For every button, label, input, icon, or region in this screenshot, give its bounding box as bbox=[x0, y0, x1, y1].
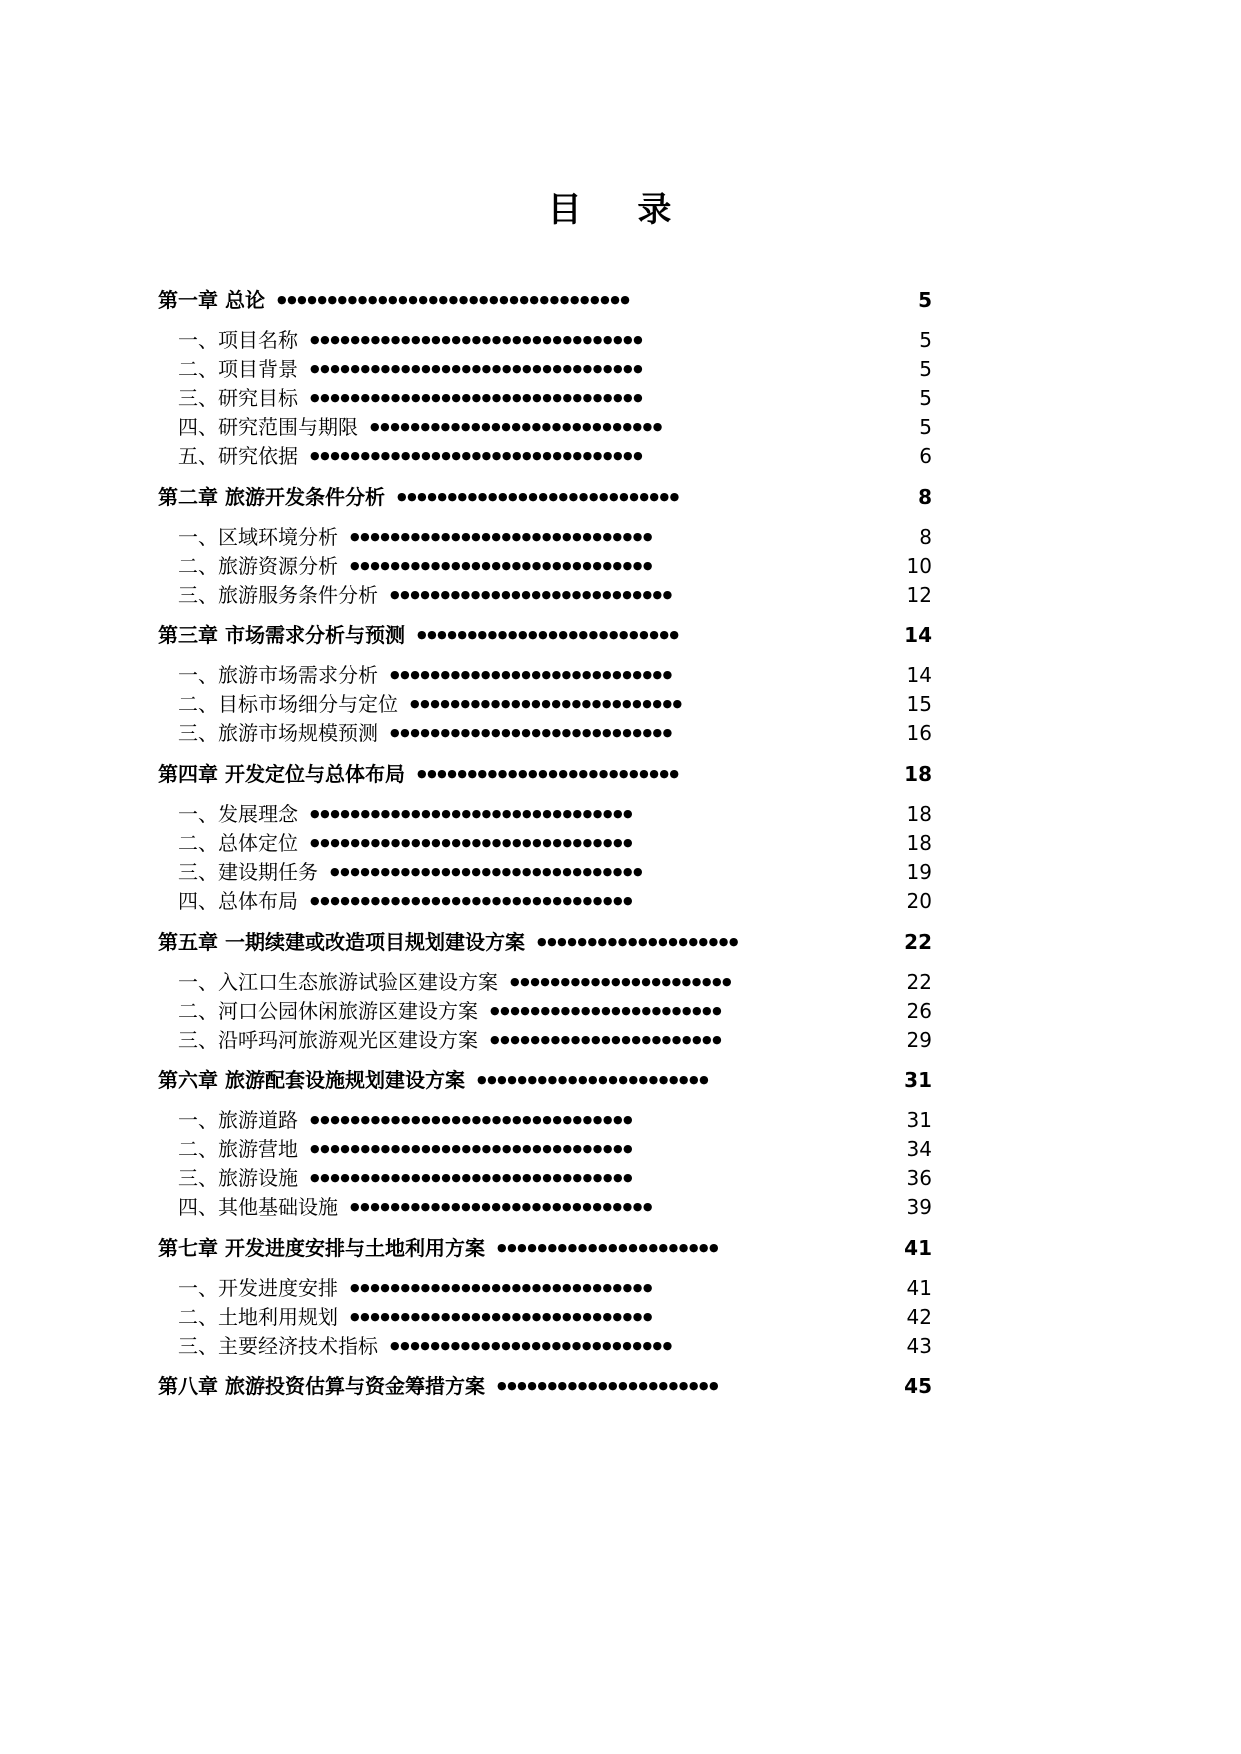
toc-entry-label: 三、主要经济技术指标 bbox=[178, 1334, 378, 1358]
toc-entry-label: 三、沿呼玛河旅游观光区建设方案 bbox=[178, 1028, 478, 1052]
toc-page-number: 5 bbox=[919, 328, 932, 352]
toc-entry-label: 二、旅游资源分析 bbox=[178, 554, 338, 578]
toc-chapter-entry[interactable] bbox=[158, 1231, 932, 1265]
toc-entry-label: 第七章 开发进度安排与土地利用方案 bbox=[158, 1236, 485, 1260]
toc-page-number: 34 bbox=[906, 1137, 932, 1161]
toc-entry-label: 四、总体布局 bbox=[178, 889, 298, 913]
toc-page-number: 12 bbox=[906, 583, 932, 607]
toc-entry-label: 二、项目背景 bbox=[178, 357, 298, 381]
toc-page-number: 18 bbox=[904, 762, 932, 786]
toc-entry-label: 三、研究目标 bbox=[178, 386, 298, 410]
toc-page-number: 6 bbox=[919, 444, 932, 468]
dot-leader: ●●●●●●●●●●●●●●●●●●●●●●●●●● bbox=[416, 628, 680, 641]
toc-entry-label: 二、总体定位 bbox=[178, 831, 298, 855]
toc-entry-label: 第五章 一期续建或改造项目规划建设方案 bbox=[158, 930, 525, 954]
toc-entry-label: 一、入江口生态旅游试验区建设方案 bbox=[178, 970, 498, 994]
dot-leader: ●●●●●●●●●●●●●●●●●●●●●●●●●●●●●●●●● bbox=[310, 362, 644, 375]
dot-leader: ●●●●●●●●●●●●●●●●●●●●●● bbox=[496, 1379, 720, 1392]
toc-entry-label: 一、旅游道路 bbox=[178, 1108, 298, 1132]
toc-entry-label: 第八章 旅游投资估算与资金筹措方案 bbox=[158, 1374, 485, 1398]
dot-leader: ●●●●●●●●●●●●●●●●●●●●●●●●●●●●●● bbox=[350, 1281, 653, 1294]
dot-leader: ●●●●●●●●●●●●●●●●●●●●●●●●●●●● bbox=[390, 1339, 673, 1352]
toc-page-number: 15 bbox=[906, 692, 932, 716]
dot-leader: ●●●●●●●●●●●●●●●●●●●●●●●●●●●● bbox=[390, 588, 673, 601]
toc-entry-label: 三、建设期任务 bbox=[178, 860, 318, 884]
toc-page-number: 29 bbox=[906, 1028, 932, 1052]
toc-page-number: 39 bbox=[906, 1195, 932, 1219]
toc-entry-label: 第六章 旅游配套设施规划建设方案 bbox=[158, 1068, 465, 1092]
dot-leader: ●●●●●●●●●●●●●●●●●●●●●●●●●●●●●●●● bbox=[310, 1113, 634, 1126]
dot-leader: ●●●●●●●●●●●●●●●●●●●●●●●●●●●●●● bbox=[350, 559, 653, 572]
dot-leader: ●●●●●●●●●●●●●●●●●●●●●●●●●●●●●● bbox=[350, 1310, 653, 1323]
toc-page-number: 31 bbox=[904, 1068, 932, 1092]
dot-leader: ●●●●●●●●●●●●●●●●●●●●●●● bbox=[476, 1073, 710, 1086]
toc-entry-label: 第二章 旅游开发条件分析 bbox=[158, 485, 385, 509]
toc-page-number: 45 bbox=[904, 1374, 932, 1398]
toc-page-number: 14 bbox=[906, 663, 932, 687]
toc-entry-label: 五、研究依据 bbox=[178, 444, 298, 468]
toc-page-number: 5 bbox=[919, 386, 932, 410]
toc-entry-label: 一、开发进度安排 bbox=[178, 1276, 338, 1300]
toc-chapter-entry[interactable] bbox=[158, 1369, 932, 1403]
dot-leader: ●●●●●●●●●●●●●●●●●●●●●●●●●●●●●●●● bbox=[310, 836, 634, 849]
dot-leader: ●●●●●●●●●●●●●●●●●●●●●●●●●●●●● bbox=[370, 420, 663, 433]
toc-entry-label: 四、研究范围与期限 bbox=[178, 415, 358, 439]
toc-chapter-entry[interactable] bbox=[158, 1063, 932, 1097]
toc-section-entry[interactable] bbox=[178, 884, 932, 918]
toc-page-number: 26 bbox=[906, 999, 932, 1023]
toc-section-entry[interactable] bbox=[178, 578, 932, 612]
dot-leader: ●●●●●●●●●●●●●●●●●●●●●●●●●●●●●●●●●●● bbox=[276, 293, 631, 306]
toc-entry-label: 第四章 开发定位与总体布局 bbox=[158, 762, 405, 786]
toc-page-number: 5 bbox=[918, 288, 932, 312]
toc-page-number: 8 bbox=[918, 485, 932, 509]
dot-leader: ●●●●●●●●●●●●●●●●●●●●●●●●●●●●●●●● bbox=[310, 894, 634, 907]
toc-section-entry[interactable] bbox=[178, 1190, 932, 1224]
dot-leader: ●●●●●●●●●●●●●●●●●●●●●●●●●●●●●●●● bbox=[310, 1142, 634, 1155]
dot-leader: ●●●●●●●●●●●●●●●●●●●●●●●●●●●●●●●●● bbox=[310, 391, 644, 404]
toc-entry-label: 四、其他基础设施 bbox=[178, 1195, 338, 1219]
toc-entry-label: 二、河口公园休闲旅游区建设方案 bbox=[178, 999, 478, 1023]
toc-chapter-entry[interactable] bbox=[158, 480, 932, 514]
toc-page-number: 8 bbox=[919, 525, 932, 549]
toc-section-entry[interactable] bbox=[178, 1023, 932, 1057]
toc-chapter-entry[interactable] bbox=[158, 283, 932, 317]
toc-entry-label: 三、旅游市场规模预测 bbox=[178, 721, 378, 745]
dot-leader: ●●●●●●●●●●●●●●●●●●●●●●●●●●●●●●●● bbox=[310, 1171, 634, 1184]
toc-page-number: 18 bbox=[906, 831, 932, 855]
toc-section-entry[interactable] bbox=[178, 716, 932, 750]
dot-leader: ●●●●●●●●●●●●●●●●●●●●●● bbox=[496, 1241, 720, 1254]
toc-page-number: 41 bbox=[904, 1236, 932, 1260]
toc-page-number: 10 bbox=[906, 554, 932, 578]
toc-entry-label: 二、目标市场细分与定位 bbox=[178, 692, 398, 716]
toc-entry-label: 第一章 总论 bbox=[158, 288, 265, 312]
dot-leader: ●●●●●●●●●●●●●●●●●●●●●●● bbox=[490, 1033, 723, 1046]
toc-title: 目 录 bbox=[547, 190, 694, 230]
dot-leader: ●●●●●●●●●●●●●●●●●●●●●●●●●●●●●●●●● bbox=[310, 449, 644, 462]
dot-leader: ●●●●●●●●●●●●●●●●●●●●●●●●●●●●●●●● bbox=[310, 807, 634, 820]
toc-page-number: 31 bbox=[906, 1108, 932, 1132]
toc-page-number: 14 bbox=[904, 623, 932, 647]
dot-leader: ●●●●●●●●●●●●●●●●●●●●●●●●●●●●●●●●● bbox=[310, 333, 644, 346]
dot-leader: ●●●●●●●●●●●●●●●●●●●●●● bbox=[510, 975, 733, 988]
toc-page-number: 5 bbox=[919, 415, 932, 439]
toc-section-entry[interactable] bbox=[178, 439, 932, 473]
toc-page-number: 18 bbox=[906, 802, 932, 826]
dot-leader: ●●●●●●●●●●●●●●●●●●●●●●●●●●●● bbox=[390, 668, 673, 681]
toc-chapter-entry[interactable] bbox=[158, 925, 932, 959]
toc-chapter-entry[interactable] bbox=[158, 618, 932, 652]
dot-leader: ●●●●●●●●●●●●●●●●●●●●●●●●●●●●●●● bbox=[330, 865, 644, 878]
toc-section-entry[interactable] bbox=[178, 1329, 932, 1363]
toc-entry-label: 一、区域环境分析 bbox=[178, 525, 338, 549]
toc-entry-label: 二、土地利用规划 bbox=[178, 1305, 338, 1329]
dot-leader: ●●●●●●●●●●●●●●●●●●●●●●●●●●●● bbox=[396, 490, 680, 503]
dot-leader: ●●●●●●●●●●●●●●●●●●●●●●● bbox=[490, 1004, 723, 1017]
toc-page-number: 43 bbox=[906, 1334, 932, 1358]
toc-page-number: 20 bbox=[906, 889, 932, 913]
dot-leader: ●●●●●●●●●●●●●●●●●●●● bbox=[536, 935, 739, 948]
toc-entry-label: 三、旅游设施 bbox=[178, 1166, 298, 1190]
toc-page-number: 16 bbox=[906, 721, 932, 745]
dot-leader: ●●●●●●●●●●●●●●●●●●●●●●●●●●●●●● bbox=[350, 1200, 653, 1213]
toc-page-number: 19 bbox=[906, 860, 932, 884]
toc-chapter-entry[interactable] bbox=[158, 757, 932, 791]
toc-page-number: 42 bbox=[906, 1305, 932, 1329]
toc-page-number: 5 bbox=[919, 357, 932, 381]
dot-leader: ●●●●●●●●●●●●●●●●●●●●●●●●●●●● bbox=[390, 726, 673, 739]
dot-leader: ●●●●●●●●●●●●●●●●●●●●●●●●●● bbox=[416, 767, 680, 780]
toc-page-number: 22 bbox=[904, 930, 932, 954]
toc-entry-label: 三、旅游服务条件分析 bbox=[178, 583, 378, 607]
toc-page-number: 22 bbox=[906, 970, 932, 994]
dot-leader: ●●●●●●●●●●●●●●●●●●●●●●●●●●● bbox=[410, 697, 683, 710]
toc-entry-label: 一、发展理念 bbox=[178, 802, 298, 826]
toc-page-number: 41 bbox=[906, 1276, 932, 1300]
toc-entry-label: 第三章 市场需求分析与预测 bbox=[158, 623, 405, 647]
toc-page-number: 36 bbox=[906, 1166, 932, 1190]
dot-leader: ●●●●●●●●●●●●●●●●●●●●●●●●●●●●●● bbox=[350, 530, 653, 543]
toc-entry-label: 一、项目名称 bbox=[178, 328, 298, 352]
toc-entry-label: 二、旅游营地 bbox=[178, 1137, 298, 1161]
toc-entry-label: 一、旅游市场需求分析 bbox=[178, 663, 378, 687]
